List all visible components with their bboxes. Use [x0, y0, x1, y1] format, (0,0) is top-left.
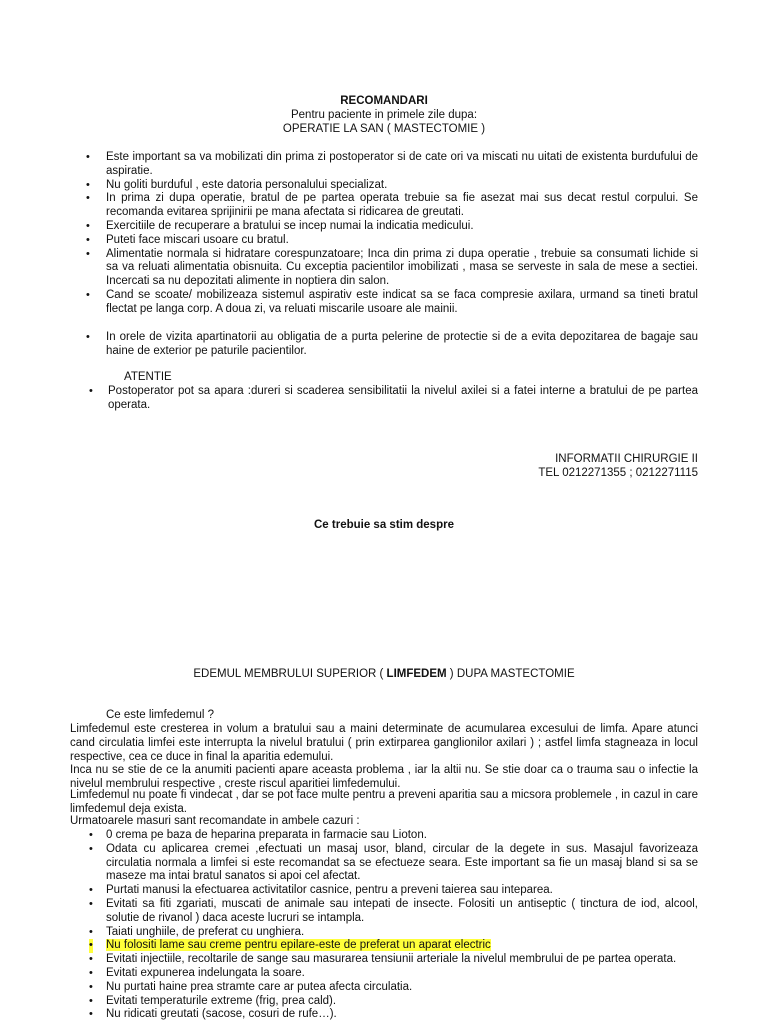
list-item: • Taiati unghiile, de preferat cu unghiera.: [89, 925, 305, 938]
highlighted-text: Nu folositi lame sau creme pentru epilare-este de preferat un aparat electric: [106, 939, 491, 952]
list-item: • Purtati manusi la efectuarea activitatilor casnice, pentru a preveni taierea sau inteparea.: [89, 884, 553, 897]
list-item: • Este important sa va mobilizati din prima zi postoperator si de cate ori va miscati nu uitati de existenta burdufului de aspiratie.: [86, 151, 698, 177]
list-item: • Alimentatie normala si hidratare corespunzatoare; Inca din prima zi dupa operatie , trebuie sa consumati lichide si sa va reluati alimentatia obisnuita. Cu exceptia pacientilor imobilizati , masa se serveste in sala de mese a sectiei. Incercati sa nu depozitati alimente in noptiera din salon.: [86, 247, 698, 288]
recommendations-list: [86, 151, 698, 317]
list-item: • Evitati injectiile, recoltarile de sange sau masurarea tensiunii arteriale la nivelul membrului de pe partea operata.: [89, 953, 677, 966]
list-item: • Exercitiile de recuperare a bratului se incep numai la indicatia medicului.: [86, 219, 474, 232]
paragraph-3: Limfedemul nu poate fi vindecat , dar se pot face multe pentru a preveni aparitia sau a micsora problemele , in cazul in care limfedemul deja exista.: [70, 789, 698, 815]
list-item: • Nu ridicati greutati (sacose, cosuri de rufe…).: [89, 1008, 337, 1021]
contact-phone: TEL 0212271355 ; 0212271115: [538, 467, 698, 479]
paragraph-1: Limfedemul este cresterea in volum a bratului sau a maini determinate de acumularea excesului de limfa. Apare atunci cand circulatia limfei este interrupta la nivelul bratului ( prin extirparea ganglionilor axilari ) ; astfel limfa stagneaza in locul respective, cea ce duce in final la aparitia edemului.: [70, 723, 698, 763]
question-heading: Ce este limfedemul ?: [106, 709, 215, 721]
list-item: • Puteti face miscari usoare cu bratul.: [86, 233, 289, 246]
list-item: • Postoperator pot sa apara :dureri si scaderea sensibilitatii la nivelul axilei si a fatei interne a bratului de pe partea operata.: [89, 385, 698, 411]
contact-department: INFORMATII CHIRURGIE II: [555, 453, 698, 465]
subtitle-line-1: Pentru paciente in primele zile dupa:: [290, 109, 478, 121]
section-heading: EDEMUL MEMBRULUI SUPERIOR ( LIMFEDEM ) DUPA MASTECTOMIE: [193, 668, 575, 680]
list-item: • Evitati temperaturile extreme (frig, prea cald).: [89, 994, 337, 1007]
doc-title: RECOMANDARI: [340, 95, 428, 107]
list-item: • Odata cu aplicarea cremei ,efectuati un masaj usor, bland, circular de la degete in sus. Masajul favorizeaza circulatia normala a limfei si este recomandat sa se efectueze seara. Este important sa fie un masaj bland si sa se maseze ma intai bratul sanatos si apoi cel afectat.: [89, 842, 698, 883]
atentie-label: ATENTIE: [124, 371, 172, 383]
list-item: • 0 crema pe baza de heparina preparata in farmacie sau Lioton.: [89, 829, 427, 841]
list-item: • Nu purtati haine prea stramte care ar putea afecta circulatia.: [89, 980, 413, 993]
list-item: • Evitati expunerea indelungata la soare.: [89, 966, 305, 979]
atentie-list: [89, 385, 698, 413]
subtitle-line-2: OPERATIE LA SAN ( MASTECTOMIE ): [282, 123, 486, 135]
measures-list: [89, 829, 698, 1022]
list-item: • Evitati sa fiti zgariati, muscati de animale sau intepati de insecte. Folositi un antiseptic ( tinctura de iod, alcool, solutie de rivanol ) daca aceste lucruri se intampla.: [89, 897, 698, 924]
paragraph-4: Urmatoarele masuri sant recomandate in ambele cazuri :: [70, 815, 360, 827]
list-item: • In prima zi dupa operatie, bratul de pe partea operata trebuie sa fie asezat mai sus decat restul corpului. Se recomanda evitarea sprijinirii pe mana afectata si ridicarea de greutati.: [86, 192, 698, 219]
list-item: • Nu goliti burduful , este datoria personalului specializat.: [86, 178, 388, 191]
visiting-rules-list: [86, 331, 698, 359]
section-title: Ce trebuie sa stim despre: [314, 519, 454, 531]
list-item: • Nu folositi lame sau creme pentru epilare-este de preferat un aparat electric: [89, 939, 491, 952]
paragraph-2: Inca nu se stie de ce la anumiti pacienti apare aceasta problema , iar la altii nu. Se stie doar ca o trauma sau o infectie la nivelul membrului respective , creste riscul aparitiei limfedemului.: [70, 764, 698, 790]
list-item: • Cand se scoate/ mobilizeaza sistemul aspirativ este indicat sa se faca compresie axilara, urmand sa tineti bratul flectat pe langa corp. A doua zi, va reluati miscarile usoare ale mainii.: [86, 288, 698, 315]
list-item: • In orele de vizita apartinatorii au obligatia de a purta pelerine de protectie si de a evita depozitarea de bagaje sau haine de exterior pe paturile pacientilor.: [86, 331, 698, 357]
